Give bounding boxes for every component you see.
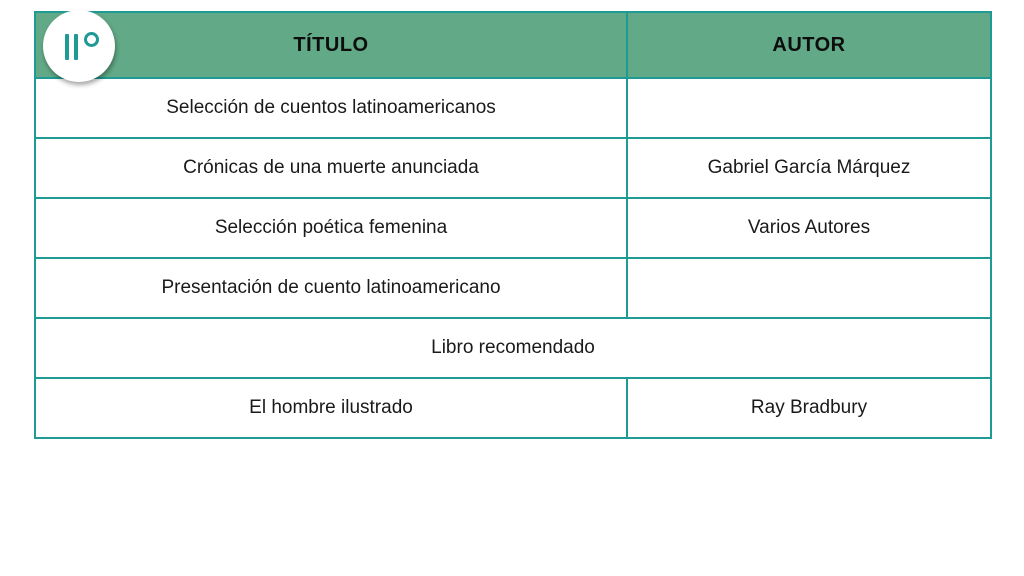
book-title-cell: Selección poética femenina [35, 198, 627, 258]
header-title: TÍTULO [35, 12, 627, 78]
grade-badge-icon [43, 10, 115, 82]
badge-degree-ring [84, 32, 99, 47]
table-row [35, 78, 991, 138]
book-author-cell [627, 78, 991, 138]
book-title-cell: Crónicas de una muerte anunciada [35, 138, 627, 198]
recommended-book-author-cell: Ray Bradbury [627, 378, 991, 438]
reading-list-table [34, 11, 992, 439]
section-label-row [35, 318, 991, 378]
badge-bar-left [65, 34, 69, 60]
table-header-row [35, 12, 991, 78]
book-author-cell: Gabriel García Márquez [627, 138, 991, 198]
book-title-cell: Presentación de cuento latinoamericano [35, 258, 627, 318]
book-author-cell [627, 258, 991, 318]
badge-bar-right [74, 34, 78, 60]
book-title-cell: Selección de cuentos latinoamericanos [35, 78, 627, 138]
table-row [35, 138, 991, 198]
table-row [35, 258, 991, 318]
table-row [35, 378, 991, 438]
recommended-book-title-cell: El hombre ilustrado [35, 378, 627, 438]
table-row [35, 198, 991, 258]
header-author: AUTOR [627, 12, 991, 78]
recommended-section-label: Libro recomendado [35, 318, 991, 378]
book-author-cell: Varios Autores [627, 198, 991, 258]
